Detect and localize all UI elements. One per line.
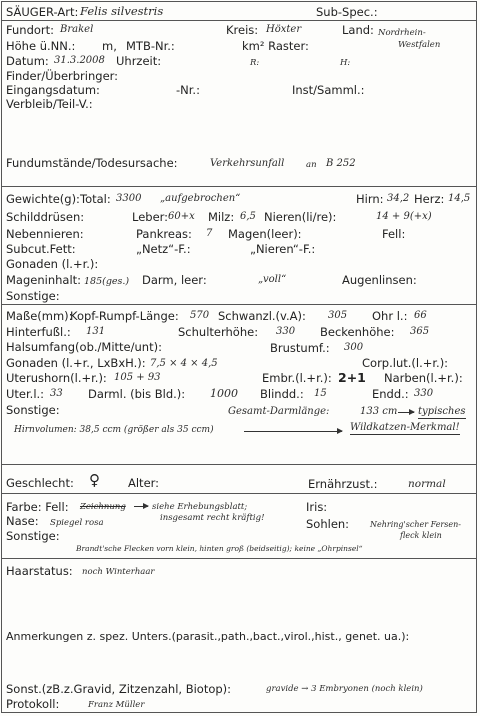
nr-label: -Nr.: — [176, 83, 200, 97]
kreis-value: Höxter — [266, 24, 302, 35]
total-note: „aufgebrochen“ — [160, 193, 241, 204]
divider — [2, 20, 476, 21]
kopf-label: Kopf-Rumpf-Länge: — [70, 309, 179, 323]
fund-value-1: Verkehrsunfall — [210, 158, 285, 169]
divider — [2, 186, 476, 187]
arrow-icon — [398, 412, 414, 413]
farbe-value-3: insgesamt recht kräftig! — [160, 513, 265, 523]
masse-label: Maße(mm): — [6, 309, 73, 323]
nieren-value: 14 + 9(+x) — [376, 211, 432, 222]
blindd-label: Blindd.: — [260, 387, 304, 401]
schild-label: Schilddrüsen: — [6, 210, 85, 224]
sohlen-label: Sohlen: — [306, 517, 350, 531]
ohr-label: Ohr l.: — [372, 309, 408, 323]
leber-label: Leber: — [132, 210, 169, 224]
sonst-zb-value: gravide → 3 Embryonen (noch klein) — [266, 684, 423, 694]
gewicht-label: Gewichte(g): — [6, 192, 80, 206]
finder-label: Finder/Überbringer: — [6, 69, 119, 83]
enddd-value: 330 — [414, 388, 434, 399]
subspec-label: Sub-Spec.: — [316, 5, 378, 19]
divider — [2, 493, 476, 494]
magen-label: Magen(leer): — [228, 227, 302, 241]
gesamt-value: 133 cm — [360, 406, 398, 417]
haar-label: Haarstatus: — [6, 564, 73, 578]
hinter-value: 131 — [86, 326, 106, 337]
hirnvolumen-note: Hirnvolumen: 38,5 ccm (größer als 35 ccm) — [14, 425, 214, 435]
herz-label: Herz: — [414, 192, 445, 206]
pankreas-label: Pankreas: — [136, 227, 192, 241]
iris-label: Iris: — [306, 500, 328, 514]
sonstige5-value: Brandt'sche Flecken vorn klein, hinten groß (beidseitig); keine „Ohrpinsel“ — [76, 544, 363, 553]
inst-label: Inst/Samml.: — [292, 83, 365, 97]
schulter-value: 330 — [276, 326, 296, 337]
narben-label: Narben(l.+r.): — [384, 371, 463, 385]
sohlen-value-1: Nehring'scher Fersen- — [370, 520, 461, 529]
female-icon: ♀ — [89, 471, 100, 489]
schwanz-label: Schwanzl.(v.A): — [218, 309, 306, 323]
darm-value: „voll“ — [258, 274, 287, 285]
embr-value: 2+1 — [338, 370, 366, 385]
fund-value-2: an — [306, 160, 317, 170]
hals-label: Halsumfang(ob./Mitte/unt): — [6, 340, 162, 354]
fundort-label: Fundort: — [6, 23, 55, 37]
raster-label: km² Raster: — [242, 39, 309, 53]
mtb-label: MTB-Nr.: — [126, 39, 175, 53]
milz-value: 6,5 — [240, 211, 256, 222]
uterl-value: 33 — [50, 388, 63, 399]
land-value-2: Westfalen — [398, 40, 441, 50]
land-label: Land: — [342, 23, 374, 37]
arrow-icon — [134, 506, 148, 507]
eingang-label: Eingangsdatum: — [6, 83, 100, 97]
arrow-icon — [244, 431, 342, 432]
fund-value-3: B 252 — [326, 158, 356, 169]
protokoll-label: Protokoll: — [6, 697, 60, 711]
corp-label: Corp.lut.(l.+r.): — [362, 356, 449, 370]
species-value: Felis silvestris — [80, 4, 164, 18]
brust-value: 300 — [344, 342, 364, 353]
brust-label: Brustumf.: — [270, 341, 330, 355]
typisch-2: Wildkatzen-Merkmal! — [350, 422, 460, 433]
darml-value: 1000 — [210, 387, 238, 400]
sonst-label: Sonstige: — [6, 403, 60, 417]
ernaehr-label: Ernährzust.: — [308, 477, 378, 491]
fundort-value: Brakel — [60, 24, 94, 35]
protokoll-value: Franz Müller — [88, 700, 145, 710]
uterus-label: Uterushorn(l.+r.): — [6, 371, 107, 385]
sonstige5-label: Sonstige: — [6, 529, 60, 543]
herz-value: 14,5 — [448, 193, 471, 204]
fund-label: Fundumstände/Todesursache: — [6, 156, 178, 170]
uterus-value: 105 + 93 — [114, 372, 161, 383]
becken-label: Beckenhöhe: — [320, 325, 395, 339]
pankreas-value: 7 — [206, 228, 213, 239]
nebennieren-label: Nebennieren: — [6, 227, 84, 241]
enddd-label: Endd.: — [372, 387, 409, 401]
species-label: SÄUGER-Art: — [6, 5, 79, 19]
datum-label: Datum: — [6, 54, 49, 68]
total-label: Total: — [80, 192, 111, 206]
becken-value: 365 — [410, 326, 430, 337]
nieren-label: Nieren(li/re): — [264, 210, 337, 224]
divider — [2, 304, 476, 305]
nase-value: Spiegel rosa — [50, 518, 104, 528]
schwanz-value: 305 — [328, 310, 348, 321]
hirn-value: 34,2 — [387, 193, 410, 204]
netz-label: „Netz“-F.: — [136, 242, 191, 256]
sonstige-label: Sonstige: — [6, 289, 60, 303]
geschlecht-label: Geschlecht: — [6, 476, 74, 490]
hirn-label: Hirn: — [356, 192, 384, 206]
milz-label: Milz: — [208, 210, 235, 224]
nase-label: Nase: — [6, 514, 39, 528]
total-value: 3300 — [116, 193, 142, 204]
hoehe-unit: m, — [102, 39, 117, 53]
farbe-value-1: Zeichnung — [80, 502, 126, 512]
darml-label: Darml. (bis Bld.): — [88, 387, 186, 401]
hinter-label: Hinterfußl.: — [6, 325, 71, 339]
darm-label: Darm, leer: — [142, 273, 207, 287]
anmerkungen-label: Anmerkungen z. spez. Unters.(parasit.,path.,bact.,virol.,hist., genet. ua.): — [6, 630, 410, 643]
mageninhalt-label: Mageninhalt: — [6, 273, 82, 287]
kopf-value: 570 — [190, 310, 210, 321]
datum-value: 31.3.2008 — [54, 55, 105, 66]
subcut-label: Subcut.Fett: — [6, 242, 76, 256]
farbe-label: Farbe: Fell: — [6, 500, 69, 514]
divider — [2, 464, 476, 465]
gonaden-label: Gonaden (l.+r.): — [6, 257, 99, 271]
haar-value: noch Winterhaar — [82, 567, 155, 577]
mageninhalt-value: 185(ges.) — [84, 276, 130, 287]
r-label: R: — [250, 58, 260, 68]
hoehe-label: Höhe ü.NN.: — [6, 39, 76, 53]
uhrzeit-label: Uhrzeit: — [116, 54, 162, 68]
land-value-1: Nordrhein- — [378, 28, 426, 38]
nierenf-label: „Nieren“-F.: — [250, 242, 316, 256]
embr-label: Embr.(l.+r.): — [262, 371, 332, 385]
farbe-value-2: siehe Erhebungsblatt; — [152, 502, 248, 512]
gesamt-note: Gesamt-Darmlänge: — [228, 406, 330, 417]
typisch-1: typisches — [418, 406, 466, 417]
h-label: H: — [340, 58, 351, 68]
uterl-label: Uter.l.: — [6, 387, 45, 401]
sohlen-value-2: fleck klein — [400, 531, 442, 540]
blindd-value: 15 — [314, 388, 327, 399]
kreis-label: Kreis: — [226, 23, 259, 37]
fell-label: Fell: — [382, 227, 406, 241]
alter-label: Alter: — [128, 476, 160, 490]
gon-value: 7,5 × 4 × 4,5 — [150, 358, 218, 369]
gon-label: Gonaden (l.+r., LxBxH.): — [6, 356, 146, 370]
leber-value: 60+x — [168, 211, 195, 222]
divider — [2, 558, 476, 559]
sonst-zb-label: Sonst.(zB.z.Gravid, Zitzenzahl, Biotop): — [6, 682, 232, 696]
verbleib-label: Verbleib/Teil-V.: — [6, 97, 93, 111]
schulter-label: Schulterhöhe: — [178, 325, 259, 339]
ohr-value: 66 — [414, 310, 427, 321]
ernaehr-value: normal — [408, 478, 446, 490]
augen-label: Augenlinsen: — [342, 273, 417, 287]
